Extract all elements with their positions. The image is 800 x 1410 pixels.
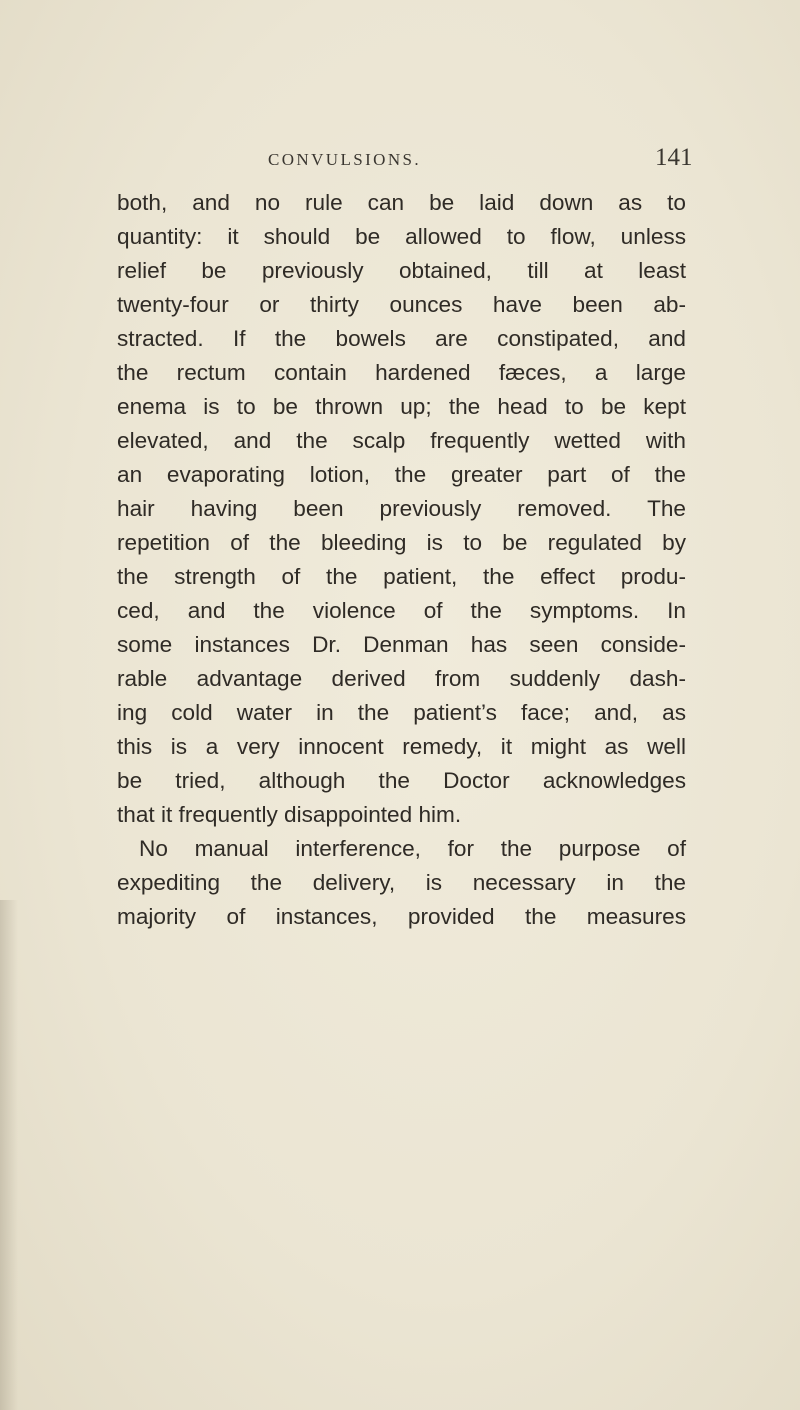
page-edge-shadow: [0, 900, 18, 1410]
text-line: repetition of the bleeding is to be regulated by: [117, 530, 686, 555]
text-line: expediting the delivery, is necessary in the: [117, 870, 686, 895]
text-line: relief be previously obtained, till at least: [117, 258, 686, 283]
text-line: the strength of the patient, the effect produ-: [117, 564, 686, 589]
text-line: both, and no rule can be laid down as to: [117, 190, 686, 215]
text-line: elevated, and the scalp frequently wetted with: [117, 428, 686, 453]
text-line: rable advantage derived from suddenly dash-: [117, 666, 686, 691]
text-line: ing cold water in the patient’s face; and, as: [117, 700, 686, 725]
text-line: stracted. If the bowels are constipated, and: [117, 326, 686, 351]
text-line: be tried, although the Doctor acknowledges: [117, 768, 686, 793]
text-line: ced, and the violence of the symptoms. In: [117, 598, 686, 623]
page-header: [0, 144, 800, 176]
text-line: that it frequently disappointed him.: [117, 802, 462, 827]
text-line: hair having been previously removed. The: [117, 496, 686, 521]
text-line: No manual interference, for the purpose of: [139, 836, 686, 861]
page-number: 141: [655, 144, 693, 171]
text-line: majority of instances, provided the measures: [117, 904, 686, 929]
text-line: enema is to be thrown up; the head to be kept: [117, 394, 686, 419]
running-head: CONVULSIONS.: [268, 150, 422, 169]
text-line: twenty-four or thirty ounces have been ab-: [117, 292, 686, 317]
text-line: some instances Dr. Denman has seen conside-: [117, 632, 686, 657]
text-line: this is a very innocent remedy, it might as well: [117, 734, 686, 759]
text-line: quantity: it should be allowed to flow, unless: [117, 224, 686, 249]
text-line: the rectum contain hardened fæces, a large: [117, 360, 686, 385]
text-line: an evaporating lotion, the greater part of the: [117, 462, 686, 487]
